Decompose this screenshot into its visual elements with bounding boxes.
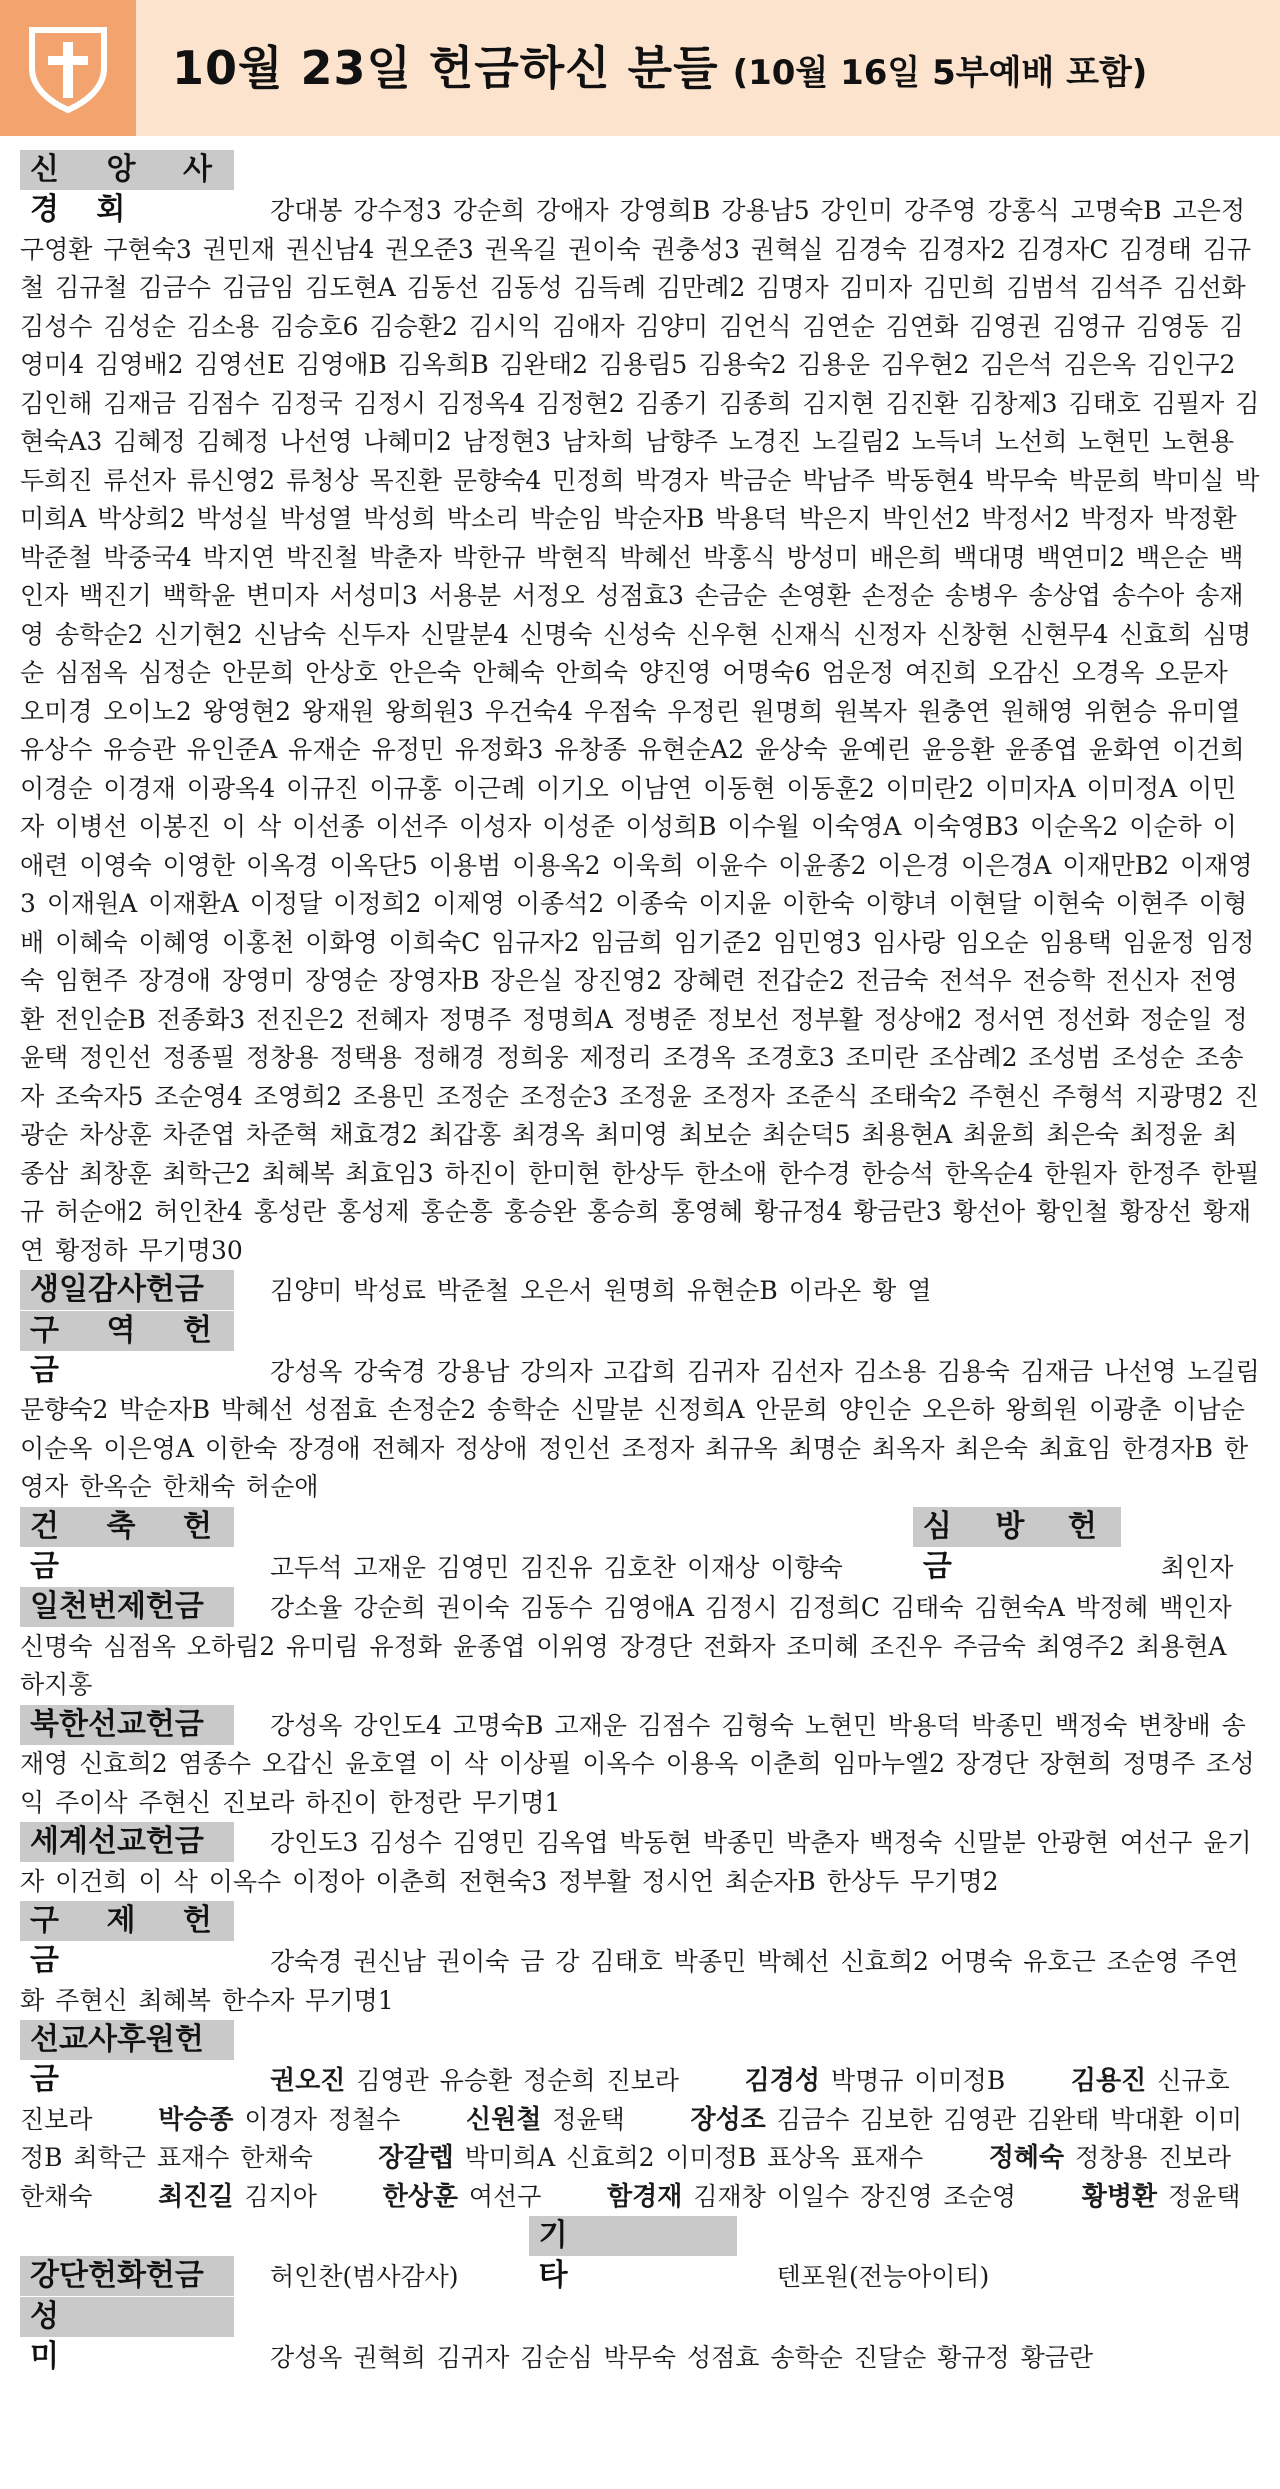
- section-label: 선교사후원헌금: [20, 2020, 234, 2060]
- section-rice-offering: [20, 2297, 1260, 2378]
- section-label: 성 미: [20, 2297, 234, 2337]
- section-world-mission: [20, 1822, 1260, 1901]
- section-thousand-offering: [20, 1587, 1260, 1705]
- donor-names: 강인도3 김성수 김영민 김옥엽 박동현 박종민 박춘자 백정숙 신말분 안광현 여선구 윤기자 이건희 이 삭 이옥수 이정아 이춘희 전현숙3 정부활 정시언 최순자B 한상두 무기명2: [20, 1828, 1252, 1896]
- supporter-names: 여선구: [468, 2181, 542, 2211]
- section-label: 신 앙 사 경 회: [20, 150, 234, 190]
- donor-names: 강성옥 강인도4 고명숙B 고재운 김점수 김형숙 노현민 박용덕 박종민 백정숙 변창배 송재영 신효희2 염종수 오갑신 윤호열 이 삭 이상필 이옥수 이용옥 이춘희 임마누엘2 장경단 장현희 정명주 조성익 주이삭 주현신 진보라 하진이 한정란 무기명1: [20, 1710, 1255, 1817]
- donor-names: 강성옥 강숙경 강용남 강의자 고갑희 김귀자 김선자 김소용 김용숙 김재금 나선영 노길림 문향숙2 박순자B 박혜선 성점효 손정순2 송학순 신말분 신정희A 안문희 양인순 오은하 왕희원 이광춘 이남순 이순옥 이은영A 이한숙 장경애 전혜자 정상애 정인선 조정자 최규옥 최명순 최옥자 최은숙 최효임 한경자B 한영자 한옥순 한채숙 허순애: [20, 1356, 1260, 1501]
- cross-shield-icon: [22, 22, 114, 114]
- missionary-name: 김경성: [744, 2066, 821, 2096]
- donor-names-other: 텐포원(전능아이티): [776, 2262, 990, 2291]
- section-label: 강단헌화헌금: [20, 2256, 234, 2296]
- section-label-visitation: 심 방 헌 금: [913, 1507, 1121, 1547]
- title-text: 10월 23일 헌금하신 분들: [172, 41, 719, 95]
- missionary-name: 한상훈: [382, 2181, 458, 2212]
- donor-names: 고두석 고재운 김영민 김진유 김호찬 이재상 이향숙: [270, 1552, 843, 1582]
- section-label: 건 축 헌 금: [20, 1507, 234, 1547]
- section-label: 일천번제헌금: [20, 1587, 234, 1627]
- donor-names: 강소율 강순희 권이숙 김동수 김영애A 김정시 김정희C 김태숙 김현숙A 박정혜 백인자 신명숙 심점옥 오하림2 유미림 유정화 윤종엽 이위영 장경단 전화자 조미혜 조진우 주금숙 최영주2 최용현A 하지홍: [20, 1593, 1232, 1699]
- missionary-name: 장갈렙: [378, 2143, 454, 2173]
- section-missionary-support: [20, 2020, 1260, 2216]
- missionary-name: 장성조: [690, 2104, 766, 2135]
- section-altar-flowers: [20, 2216, 1260, 2297]
- supporter-names: 김금수 김보한 김영관 김완태 박대환 이미정B 최학근 표재수 한채숙: [20, 2104, 1243, 2172]
- section-label: 생일감사헌금: [20, 1270, 234, 1310]
- title-subtitle: (10월 16일 5부예배 포함): [732, 53, 1148, 93]
- missionary-name: 박승종: [158, 2104, 234, 2135]
- donor-names: 강숙경 권신남 권이숙 금 강 김태호 박종민 박혜선 신효희2 어명숙 유호근 조순영 주연화 주현신 최혜복 한수자 무기명1: [20, 1947, 1239, 2015]
- section-north-korea-mission: [20, 1705, 1260, 1823]
- section-label-other: 기 타: [529, 2216, 737, 2256]
- supporter-names: 신규호 진보라: [20, 2066, 1230, 2134]
- section-faith-revival: [20, 150, 1260, 1270]
- missionary-name: 정혜숙: [988, 2143, 1065, 2173]
- donor-names: 강대봉 강수정3 강순희 강애자 강영희B 강용남5 강인미 강주영 강홍식 고명숙B 고은정 구영환 구현숙3 권민재 권신남4 권오준3 권옥길 권이숙 권충성3 권혁실 김경숙 김경자2 김경자C 김경태 김규철 김규철 김금수 김금임 김도현A 김동선 김동성 김득례 김만례2 김명자 김미자 김민희 김범석 김석주 김선화 김성수 김성순 김소용 김승호6 김승환2 김시익 김애자 김양미 김언식 김연순 김연화 김영권 김영규 김영동 김영미4 김영배2 김영선E 김영애B 김옥희B 김완태2 김용림5 김용숙2 김용운 김우현2 김은석 김은옥 김인구2 김인해 김재금 김점수 김정국 김정시 김정옥4 김정현2 김종기 김종희 김지현 김진환 김창제3 김태호 김필자 김현숙A3 김혜정 김혜정 나선영 나혜미2 남정현3 남차희 남향주 노경진 노길림2 노득녀 노선희 노현민 노현용 두희진 류선자 류신영2 류청상 목진환 문향숙4 민정희 박경자 박금순 박남주 박동현4 박무숙 박문희 박미실 박미희A 박상희2 박성실 박성열 박성희 박소리 박순임 박순자B 박용덕 박은지 박인선2 박정서2 박정자 박정환 박준철 박중국4 박지연 박진철 박춘자 박한규 박현직 박혜선 박홍식 방성미 배은희 백대명 백연미2 백은순 백인자 백진기 백학윤 변미자 서성미3 서용분 서정오 성점효3 손금순 손영환 손정순 송병우 송상엽 송수아 송재영 송학순2 신기현2 신남숙 신두자 신말분4 신명숙 신성숙 신우현 신재식 신정자 신창현 신현무4 신효희 심명순 심점옥 심정순 안문희 안상호 안은숙 안혜숙 안희숙 양진영 어명숙6 엄운정 여진희 오감신 오경옥 오문자 오미경 오이노2 왕영현2 왕재원 왕희원3 우건숙4 우점숙 우정린 원명희 원복자 원충연 원해영 위현승 유미열 유상수 유승관 유인준A 유재순 유정민 유정화3 유창종 유현순A2 윤상숙 윤예린 윤응환 윤종엽 윤화연 이건희 이경순 이경재 이광옥4 이규진 이규홍 이근례 이기오 이남연 이동현 이동훈2 이미란2 이미자A 이미정A 이민자 이병선 이봉진 이 삭 이선종 이선주 이성자 이성준 이성희B 이수월 이숙영A 이숙영B3 이순옥2 이순하 이애련 이영숙 이영한 이옥경 이옥단5 이용범 이용옥2 이욱희 이윤수 이윤종2 이은경 이은경A 이재만B2 이재영3 이재원A 이재환A 이정달 이정희2 이제영 이종석2 이종숙 이지윤 이한숙 이향녀 이현달 이현숙 이현주 이형배 이혜숙 이혜영 이홍천 이화영 이희숙C 임규자2 임금희 임기준2 임민영3 임사랑 임오순 임용택 임윤정 임정숙 임현주 장경애 장영미 장영순 장영자B 장은실 장진영2 장혜련 전갑순2 전금숙 전석우 전승학 전신자 전영환 전인순B 전종화3 전진은2 전혜자 정명주 정명희A 정병준 정보선 정부활 정상애2 정서연 정선화 정순일 정윤택 정인선 정종필 정창용 정택용 정해경 정희웅 제정리 조경옥 조경호3 조미란 조삼례2 조성범 조성순 조송자 조숙자5 조순영4 조영희2 조용민 조정순 조정순3 조정윤 조정자 조준식 조태숙2 주현신 주형석 지광명2 진광순 차상훈 차준엽 차준혁 채효경2 최갑홍 최경옥 최미영 최보순 최순덕5 최용현A 최윤희 최은숙 최정윤 최종삼 최창훈 최학근2 최혜복 최효임3 하진이 한미현 한상두 한소애 한수경 한승석 한옥순4 한원자 한정주 한필규 허순애2 허인찬4 홍성란 홍성제 홍순흥 홍승완 홍승희 홍영혜 황규정4 황금란3 황선아 황인철 황장선 황재연 황정하 무기명30: [20, 196, 1260, 1265]
- supporter-names: 김지아: [244, 2181, 317, 2211]
- missionary-name: 최진길: [158, 2181, 234, 2212]
- supporter-names: 정윤택: [552, 2104, 625, 2134]
- church-logo: [0, 0, 136, 136]
- supporter-names: 박명규 이미정B: [830, 2066, 1006, 2095]
- missionary-name: 신원철: [466, 2104, 542, 2135]
- section-label: 세계선교헌금: [20, 1822, 234, 1862]
- supporter-names: 이경자 정철수: [244, 2104, 401, 2134]
- donor-names-visitation: 최인자: [1160, 1552, 1234, 1582]
- section-building: [20, 1507, 1260, 1588]
- supporter-names: 김영관 유승환 정순희 진보라: [356, 2066, 679, 2095]
- section-label: 구 제 헌 금: [20, 1901, 234, 1941]
- section-district: [20, 1311, 1260, 1507]
- missionary-name: 김용진: [1070, 2066, 1147, 2096]
- page-header: [0, 0, 1280, 136]
- missionary-name: 함경재: [607, 2181, 683, 2212]
- page-title: [172, 0, 1147, 136]
- section-label: 북한선교헌금: [20, 1705, 234, 1745]
- missionary-name: 권오진: [270, 2066, 346, 2096]
- section-birthday-thanks: [20, 1270, 1260, 1311]
- supporter-names: 정창용 진보라 한채숙: [20, 2143, 1231, 2211]
- missionary-name: 황병환: [1081, 2181, 1158, 2212]
- donor-names: 강성옥 권혁희 김귀자 김순심 박무숙 성점효 송학순 진달순 황규정 황금란: [270, 2342, 1094, 2372]
- section-label: 구 역 헌 금: [20, 1311, 234, 1351]
- offering-list: [20, 150, 1260, 2377]
- donor-names: 허인찬(범사감사): [270, 2262, 459, 2291]
- supporter-names: 김재창 이일수 장진영 조순영: [693, 2181, 1017, 2211]
- section-relief: [20, 1901, 1260, 2020]
- supporter-names: 박미희A 신효희2 이미정B 표상옥 표재수: [464, 2143, 924, 2172]
- donor-names: 김양미 박성료 박준철 오은서 원명희 유현순B 이라온 황 열: [270, 1276, 932, 1305]
- supporter-names: 정윤택: [1168, 2181, 1241, 2211]
